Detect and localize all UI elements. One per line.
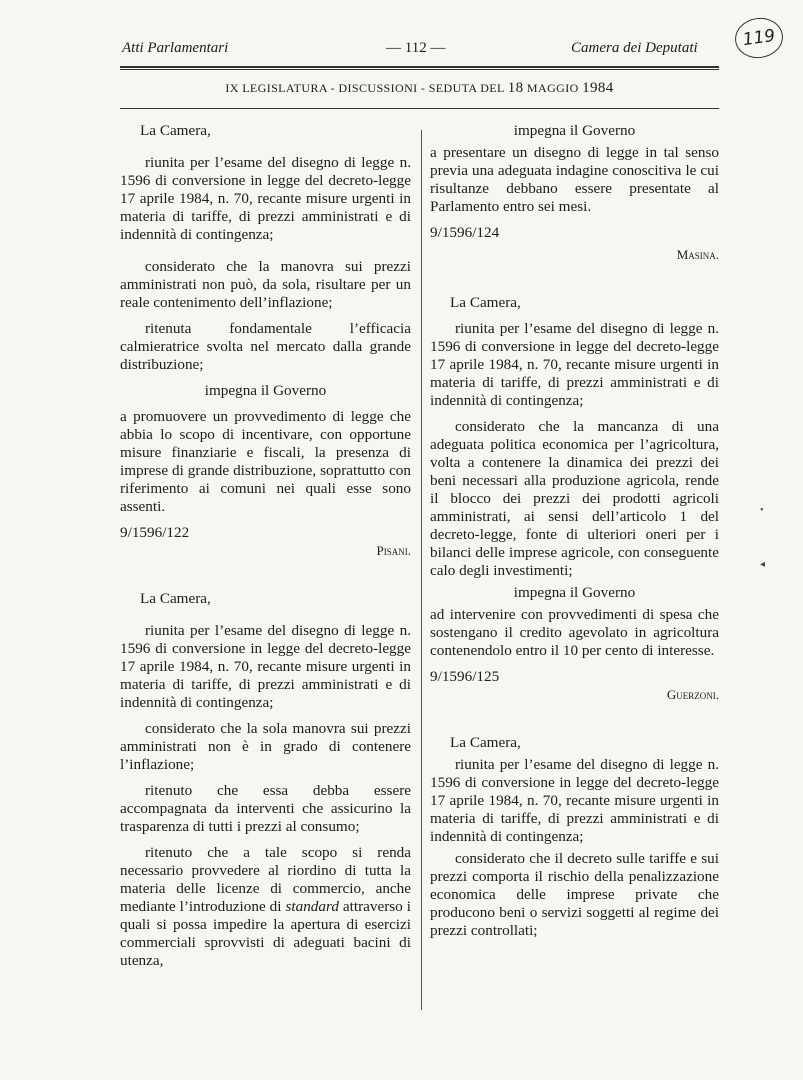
paragraph: a presentare un disegno di legge in tal senso previa una adeguata indagine conoscitiva le cui risultanze debbano essere presentate al Parlamento entro sei mesi.	[430, 144, 719, 215]
margin-mark: ◂	[760, 559, 766, 570]
handwritten-stamp: 119	[732, 15, 785, 61]
left-column	[120, 122, 411, 970]
session-line: IX LEGISLATURA - DISCUSSIONI - SEDUTA DEL 18 MAGGIO 1984	[225, 80, 614, 96]
motion-number: 9/1596/122	[120, 524, 190, 541]
opening: La Camera,	[140, 122, 211, 139]
paragraph: considerato che la manovra sui prezzi amministrati non può, da sola, risultare per un reale contenimento dell’inflazione;	[120, 258, 411, 311]
right-column	[430, 122, 719, 940]
paragraph: considerato che la mancanza di una adeguata politica economica per l’agricoltura, volta a contenere la dinamica dei prezzi dei beni necessari alla produzione agricola, rende il blocco dei prezzi dei prodotti agricoli amministrati, ai sensi dell’articolo 1 del decreto-legge, fonte di ulteriori oneri per i bilanci delle imprese agricole, con conseguente calo degli investimenti;	[430, 418, 719, 579]
impegna-heading: impegna il Governo	[204, 382, 327, 399]
header-left: Atti Parlamentari	[122, 40, 229, 56]
paragraph: a promuovere un provvedimento di legge che abbia lo scopo di incentivare, con opportune misure finanziarie e fiscali, la presenza di imprese di grande distribuzione, soprattutto con riferimento ai comuni nei quali esse sono assenti.	[120, 408, 411, 515]
motion-number: 9/1596/124	[430, 224, 500, 241]
header-right: Camera dei Deputati	[571, 40, 698, 56]
opening: La Camera,	[140, 590, 211, 607]
paragraph: ad intervenire con provvedimenti di spesa che sostengano il credito agevolato in agricoltura contenendolo entro il 10 per cento di interesse.	[430, 606, 719, 659]
paragraph: riunita per l’esame del disegno di legge n. 1596 di conversione in legge del decreto-legge 17 aprile 1984, n. 70, recante misure urgenti in materia di tariffe, di prezzi amministrati e di indennità di contingenza;	[120, 154, 411, 243]
paragraph: riunita per l’esame del disegno di legge n. 1596 di conversione in legge del decreto-legge 17 aprile 1984, n. 70, recante misure urgenti in materia di tariffe, di prezzi amministrati e di indennità di contingenza;	[430, 320, 719, 409]
paragraph: riunita per l’esame del disegno di legge n. 1596 di conversione in legge del decreto-legge 17 aprile 1984, n. 70, recante misure urgenti in materia di tariffe, di prezzi amministrati e di indennità di contingenza;	[120, 622, 411, 711]
header-rule	[120, 66, 719, 68]
paragraph: ritenuto che essa debba essere accompagnata da interventi che assicurino la trasparenza di tutti i prezzi al consumo;	[120, 782, 411, 835]
paragraph: considerato che il decreto sulle tariffe e sui prezzi comporta il rischio della penalizzazione economica delle imprese private che producono beni o servizi soggetti al regime dei prezzi controllati;	[430, 850, 719, 939]
impegna-heading: impegna il Governo	[513, 584, 636, 601]
paragraph: considerato che la sola manovra sui prezzi amministrati non è in grado di contenere l’inflazione;	[120, 720, 411, 773]
margin-mark: •	[760, 505, 764, 516]
header-rule-thin	[120, 69, 719, 70]
subheader-rule	[120, 108, 719, 109]
opening: La Camera,	[450, 294, 521, 311]
signature: Pisani.	[376, 543, 411, 558]
impegna-heading: impegna il Governo	[513, 122, 636, 139]
paragraph: ritenuto che a tale scopo si renda necessario provvedere al riordino di tutta la materia delle licenze di commercio, anche mediante l’introduzione di standard attraverso i quali si possa impedire la apertura di esercizi commerciali sprovvisti di adeguati bacini di utenza,	[120, 844, 411, 969]
paragraph: riunita per l’esame del disegno di legge n. 1596 di conversione in legge del decreto-legge 17 aprile 1984, n. 70, recante misure urgenti in materia di tariffe, di prezzi amministrati e di indennità di contingenza;	[430, 756, 719, 845]
page-number: — 112 —	[386, 40, 446, 56]
column-divider	[421, 130, 422, 1010]
motion-number: 9/1596/125	[430, 668, 500, 685]
paragraph: ritenuta fondamentale l’efficacia calmieratrice svolta nel mercato dalla grande distribuzione;	[120, 320, 411, 373]
signature: Guerzoni.	[666, 687, 719, 702]
opening: La Camera,	[450, 734, 521, 751]
signature: Masina.	[676, 247, 719, 262]
